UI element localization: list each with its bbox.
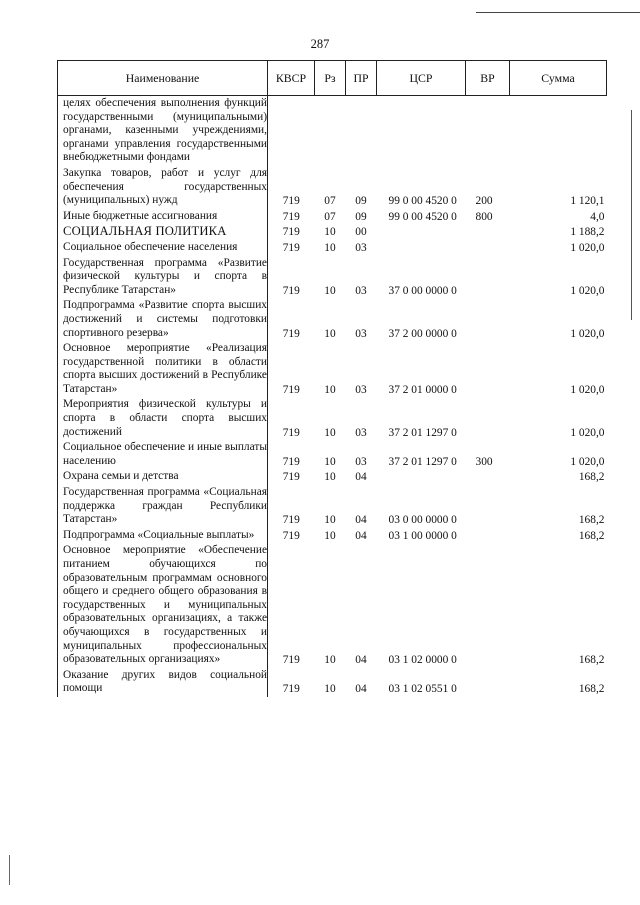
- table-row: [58, 298, 607, 341]
- row-vr: [466, 528, 510, 544]
- table-row: [58, 166, 607, 209]
- row-kvsr: 719: [282, 683, 300, 696]
- scan-edge-line-right: [631, 110, 632, 320]
- header-csr: ЦСР: [377, 61, 466, 96]
- scan-edge-line-top: [476, 12, 640, 13]
- row-kvsr: 719: [282, 195, 300, 208]
- row-pr: 04: [355, 514, 367, 527]
- page-number: 287: [310, 37, 330, 51]
- row-pr: 00: [355, 226, 367, 239]
- row-kvsr: 719: [282, 284, 300, 297]
- row-name: Социальное обеспечение и иные выплаты населению: [58, 440, 268, 469]
- row-csr: [377, 224, 466, 240]
- row-sum: 1 020,0: [570, 327, 605, 340]
- row-pr: 03: [355, 426, 367, 439]
- row-name: целях обеспечения выполнения функций государственными (муниципальными) органами, казенными учреждениями, органами управления государственными внебюджетными фондами: [58, 96, 268, 166]
- row-sum: 1 188,2: [570, 226, 605, 239]
- table-row: [58, 209, 607, 225]
- row-pr: 03: [355, 284, 367, 297]
- table-row: [58, 96, 607, 166]
- row-vr: [466, 298, 510, 341]
- row-rz: 10: [324, 471, 336, 484]
- row-csr: 37 2 01 1297 0: [388, 426, 457, 439]
- row-sum: 168,2: [578, 529, 605, 542]
- row-name: Оказание других видов социальной помощи: [58, 668, 268, 697]
- row-rz: 10: [324, 683, 336, 696]
- row-kvsr: [268, 96, 315, 166]
- row-pr: 04: [355, 683, 367, 696]
- row-name: Мероприятия физической культуры и спорта в области спорта высших достижений: [58, 397, 268, 440]
- table-row: [58, 528, 607, 544]
- row-name: Подпрограмма «Социальные выплаты»: [58, 528, 268, 544]
- table-row: [58, 485, 607, 528]
- row-sum: 168,2: [578, 654, 605, 667]
- row-vr: [466, 397, 510, 440]
- table-row: [58, 240, 607, 256]
- row-name: СОЦИАЛЬНАЯ ПОЛИТИКА: [58, 224, 268, 240]
- row-vr: 300: [475, 455, 493, 468]
- row-csr: [377, 469, 466, 485]
- table-row: [58, 341, 607, 397]
- table-row: [58, 224, 607, 240]
- row-sum: 1 020,0: [570, 455, 605, 468]
- row-rz: 10: [324, 529, 336, 542]
- row-csr: 03 1 02 0000 0: [388, 654, 457, 667]
- row-kvsr: 719: [282, 426, 300, 439]
- row-csr: 03 1 02 0551 0: [388, 683, 457, 696]
- row-vr: [466, 543, 510, 667]
- table-body: [58, 96, 607, 697]
- row-pr: 03: [355, 327, 367, 340]
- row-kvsr: 719: [282, 455, 300, 468]
- row-rz: 10: [324, 455, 336, 468]
- row-csr: 03 0 00 0000 0: [388, 514, 457, 527]
- row-rz: 10: [324, 383, 336, 396]
- row-pr: 03: [355, 455, 367, 468]
- row-name: Основное мероприятие «Обеспечение питанием обучающихся по образовательным программам основного общего и среднего общего образования в государственных и муниципальных образовательных организациях, а также обучающихся в государственных и муниципальных профессиональных образовательных организациях»: [58, 543, 268, 667]
- row-sum: [510, 96, 607, 166]
- header-rz: Рз: [315, 61, 346, 96]
- table-row: [58, 397, 607, 440]
- row-rz: 10: [324, 327, 336, 340]
- row-sum: 1 120,1: [570, 195, 605, 208]
- row-sum: 168,2: [578, 471, 605, 484]
- row-csr: [377, 96, 466, 166]
- row-sum: 168,2: [578, 683, 605, 696]
- row-name: Закупка товаров, работ и услуг для обеспечения государственных (муниципальных) нужд: [58, 166, 268, 209]
- table-row: [58, 668, 607, 697]
- row-csr: 37 2 00 0000 0: [388, 327, 457, 340]
- row-vr: 800: [475, 210, 493, 223]
- row-csr: 37 2 01 0000 0: [388, 383, 457, 396]
- header-pr: ПР: [346, 61, 377, 96]
- row-rz: 10: [324, 226, 336, 239]
- row-vr: [466, 224, 510, 240]
- row-sum: 4,0: [590, 210, 605, 223]
- row-sum: 1 020,0: [570, 241, 605, 254]
- row-csr: 99 0 00 4520 0: [388, 195, 457, 208]
- table-header: [58, 61, 607, 96]
- header-vr: ВР: [466, 61, 510, 96]
- row-rz: 07: [324, 210, 336, 223]
- row-sum: 1 020,0: [570, 426, 605, 439]
- row-vr: [466, 469, 510, 485]
- row-pr: [346, 96, 377, 166]
- row-vr: [466, 240, 510, 256]
- row-name: Подпрограмма «Развитие спорта высших достижений и системы подготовки спортивного резерва»: [58, 298, 268, 341]
- header-sum: Сумма: [510, 61, 607, 96]
- scan-edge-line-left: [9, 855, 10, 885]
- header-kvsr: КВСР: [268, 61, 315, 96]
- row-vr: [466, 668, 510, 697]
- row-name: Государственная программа «Развитие физической культуры и спорта в Республике Татарстан»: [58, 256, 268, 299]
- row-sum: 1 020,0: [570, 284, 605, 297]
- row-name: Государственная программа «Социальная поддержка граждан Республики Татарстан»: [58, 485, 268, 528]
- row-rz: 07: [324, 195, 336, 208]
- row-kvsr: 719: [282, 210, 300, 223]
- row-pr: 04: [355, 471, 367, 484]
- row-name: Социальное обеспечение населения: [58, 240, 268, 256]
- row-sum: 1 020,0: [570, 383, 605, 396]
- row-csr: 99 0 00 4520 0: [388, 210, 457, 223]
- budget-table: [57, 60, 607, 697]
- row-name: Основное мероприятие «Реализация государственной политики в области спорта высших достижений в Республике Татарстан»: [58, 341, 268, 397]
- row-csr: 37 0 00 0000 0: [388, 284, 457, 297]
- row-csr: 37 2 01 1297 0: [388, 455, 457, 468]
- row-rz: 10: [324, 284, 336, 297]
- row-pr: 03: [355, 383, 367, 396]
- row-sum: 168,2: [578, 514, 605, 527]
- row-kvsr: 719: [282, 241, 300, 254]
- row-vr: [466, 96, 510, 166]
- row-rz: [315, 96, 346, 166]
- table-row: [58, 440, 607, 469]
- row-vr: 200: [475, 195, 493, 208]
- row-kvsr: 719: [282, 383, 300, 396]
- header-name: Наименование: [58, 61, 268, 96]
- row-vr: [466, 256, 510, 299]
- row-csr: 03 1 00 0000 0: [388, 529, 457, 542]
- row-csr: [377, 240, 466, 256]
- row-vr: [466, 485, 510, 528]
- row-vr: [466, 341, 510, 397]
- row-rz: 10: [324, 426, 336, 439]
- row-kvsr: 719: [282, 514, 300, 527]
- row-kvsr: 719: [282, 529, 300, 542]
- row-name: Охрана семьи и детства: [58, 469, 268, 485]
- row-pr: 04: [355, 654, 367, 667]
- table-row: [58, 256, 607, 299]
- row-kvsr: 719: [282, 226, 300, 239]
- row-kvsr: 719: [282, 327, 300, 340]
- table-row: [58, 469, 607, 485]
- row-kvsr: 719: [282, 471, 300, 484]
- row-pr: 03: [355, 241, 367, 254]
- row-pr: 09: [355, 195, 367, 208]
- row-pr: 04: [355, 529, 367, 542]
- row-rz: 10: [324, 241, 336, 254]
- row-rz: 10: [324, 514, 336, 527]
- row-rz: 10: [324, 654, 336, 667]
- row-kvsr: 719: [282, 654, 300, 667]
- table-row: [58, 543, 607, 667]
- row-pr: 09: [355, 210, 367, 223]
- row-name: Иные бюджетные ассигнования: [58, 209, 268, 225]
